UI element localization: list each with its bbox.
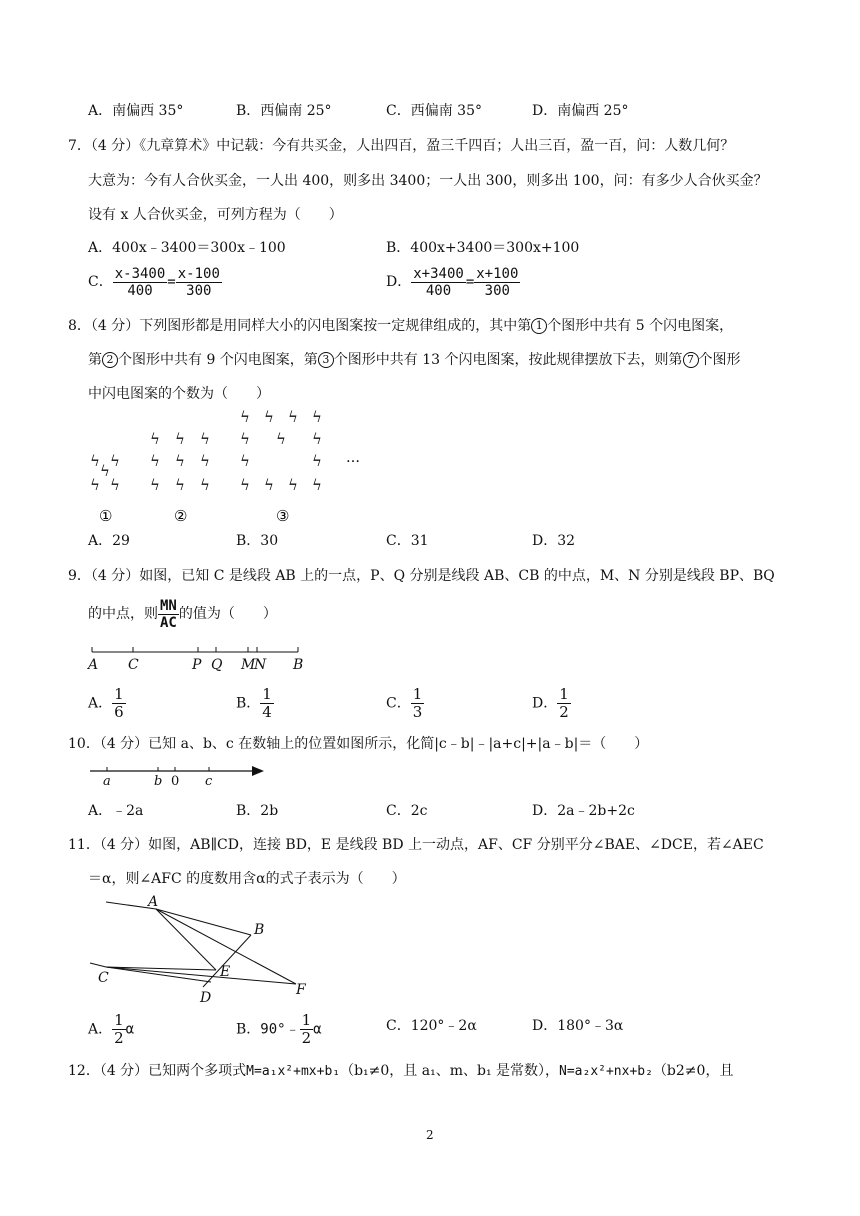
lightning-bolt-icon: ϟ	[288, 476, 298, 494]
lightning-bolt-icon: ϟ	[288, 408, 298, 426]
q8-option-d: D．32	[532, 533, 576, 549]
fraction: $\frac{x-3400}{400}$	[114, 266, 166, 300]
q7-option-a: A．400x﹣3400＝300x﹣100	[88, 240, 286, 256]
q8-stem-line2: 第 2 个图形中共有 9 个闪电图案，第 3 个图形中共有 13 个闪电图案，按此规律摆放下去，则第 7 个图形	[88, 352, 741, 368]
q11-stem-line2: ＝α，则∠AFC 的度数用含α的式子表示为（ ）	[88, 871, 406, 887]
q11-geometry-figure	[86, 892, 326, 1008]
q7-stem-line2: 大意为：今有人合伙买金，一人出 400，则多出 3400；一人出 300，则多出 100，问：有多少人合伙买金？	[88, 173, 768, 189]
lightning-bolt-icon: ϟ	[276, 430, 286, 448]
lightning-bolt-icon: ϟ	[312, 408, 322, 426]
fraction: $\frac{x+3400}{400}$	[413, 266, 464, 300]
lightning-bolt-icon: ϟ	[150, 452, 160, 470]
q6-option-a: A．南偏西 35°	[88, 103, 184, 119]
q12-stem: 12．（4 分）已知两个多项式M=a₁x²+mx+b₁（b₁≠0，且 a₁、m、b₁ 是常数），N=a₂x²+nx+b₂（b2≠0，且	[68, 1063, 734, 1079]
q11-option-a: A． $\frac{1}{2}$ α	[88, 1011, 135, 1048]
figure-label-3: ③	[276, 507, 290, 525]
lightning-bolt-icon: ϟ	[150, 476, 160, 494]
q8-lightning-figure	[80, 404, 380, 530]
lightning-bolt-icon: ϟ	[175, 452, 185, 470]
svg-text:0: 0	[171, 774, 180, 789]
q7-stem-line1: 7．（4 分）《九章算术》中记载：今有共买金，人出四百，盈三千四百；人出三百，盈一百，问：人数几何？	[68, 138, 735, 154]
svg-text:D: D	[200, 990, 212, 1006]
lightning-bolt-icon: ϟ	[240, 476, 250, 494]
lightning-bolt-icon: ϟ	[312, 430, 322, 448]
lightning-bolt-icon: ϟ	[264, 476, 274, 494]
point-label: N	[254, 657, 267, 672]
page-number: 2	[426, 1128, 434, 1142]
fraction: $\frac{x-100}{300}$	[177, 266, 220, 300]
svg-text:E: E	[220, 964, 231, 980]
q11-stem-line1: 11．（4 分）如图，AB∥CD，连接 BD，E 是线段 BD 上一动点，AF、CF 分别平分∠BAE、∠DCE，若∠AEC	[68, 837, 764, 853]
point-label: C	[128, 657, 139, 672]
q10-option-a: A．﹣2a	[88, 803, 144, 819]
fraction: $\frac{x+100}{300}$	[476, 266, 519, 300]
lightning-bolt-icon: ϟ	[110, 452, 120, 470]
q9-option-a: A． $\frac{1}{6}$	[88, 685, 124, 722]
figure-label-1: ①	[99, 507, 113, 525]
q6-option-b: B．西偏南 25°	[236, 103, 332, 119]
svg-text:a: a	[103, 774, 111, 789]
lightning-bolt-icon: ϟ	[240, 408, 250, 426]
q9-segment-figure	[86, 642, 316, 672]
svg-text:c: c	[205, 774, 213, 789]
q7-stem-line3: 设有 x 人合伙买金，可列方程为（ ）	[88, 207, 343, 223]
ellipsis: …	[346, 450, 360, 466]
point-label: A	[88, 657, 99, 672]
point-label: Q	[211, 657, 223, 672]
q7-option-d: D． $\frac{x+3400}{400}$ = $\frac{x+100}{300}$	[386, 266, 519, 300]
svg-text:C: C	[98, 970, 109, 986]
lightning-bolt-icon: ϟ	[200, 430, 210, 448]
q10-option-d: D．2a﹣2b+2c	[532, 803, 635, 819]
q11-option-d: D．180°﹣3α	[532, 1018, 624, 1034]
q10-number-line	[86, 760, 276, 790]
q6-option-d: D．南偏西 25°	[532, 103, 629, 119]
point-label: B	[293, 657, 304, 672]
q8-option-c: C．31	[386, 533, 429, 549]
q9-stem-line1: 9．（4 分）如图，已知 C 是线段 AB 上的一点，P、Q 分别是线段 AB、CB 的中点，M、N 分别是线段 BP、BQ	[68, 568, 775, 584]
point-label: P	[192, 657, 202, 672]
q6-option-c: C．西偏南 35°	[386, 103, 482, 119]
arrow-right-icon	[252, 766, 264, 776]
lightning-bolt-icon: ϟ	[312, 476, 322, 494]
lightning-bolt-icon: ϟ	[100, 462, 110, 480]
q10-stem: 10．（4 分）已知 a、b、c 在数轴上的位置如图所示，化简|c﹣b|﹣|a+c|+|a﹣b|＝（ ）	[68, 736, 649, 752]
q10-option-c: C．2c	[386, 803, 428, 819]
q8-option-a: A．29	[88, 533, 130, 549]
q9-option-b: B． $\frac{1}{4}$	[236, 685, 272, 722]
q9-option-d: D． $\frac{1}{2}$	[532, 685, 569, 722]
q8-stem-line3: 中闪电图案的个数为（ ）	[88, 386, 270, 402]
svg-text:b: b	[154, 774, 163, 789]
svg-text:F: F	[296, 982, 306, 998]
lightning-bolt-icon: ϟ	[200, 476, 210, 494]
lightning-bolt-icon: ϟ	[90, 452, 100, 470]
q8-option-b: B．30	[236, 533, 279, 549]
figure-label-2: ②	[174, 507, 188, 525]
q7-option-b: B．400x+3400＝300x+100	[386, 240, 580, 256]
lightning-bolt-icon: ϟ	[200, 452, 210, 470]
lightning-bolt-icon: ϟ	[240, 452, 250, 470]
lightning-bolt-icon: ϟ	[240, 430, 250, 448]
lightning-bolt-icon: ϟ	[264, 408, 274, 426]
q7-option-c: C． $\frac{x-3400}{400}$ = $\frac{x-100}{300}$	[88, 266, 220, 300]
lightning-bolt-icon: ϟ	[110, 476, 120, 494]
q9-option-c: C． $\frac{1}{3}$	[386, 685, 423, 722]
q8-stem-line1: 8．（4 分）下列图形都是用同样大小的闪电图案按一定规律组成的，其中第 1 个图形中共有 5 个闪电图案，	[68, 318, 734, 334]
q9-stem-line2: 的中点，则 $\frac{MN}{AC}$ 的值为（ ）	[88, 598, 277, 632]
svg-text:B: B	[254, 922, 265, 938]
lightning-bolt-icon: ϟ	[312, 452, 322, 470]
lightning-bolt-icon: ϟ	[175, 476, 185, 494]
lightning-bolt-icon: ϟ	[150, 430, 160, 448]
point-label: M	[241, 657, 256, 672]
q11-option-c: C．120°﹣2α	[386, 1018, 477, 1034]
q11-option-b: B．90°﹣ $\frac{1}{2}$ α	[236, 1011, 322, 1048]
svg-text:A: A	[148, 894, 159, 910]
lightning-bolt-icon: ϟ	[90, 476, 100, 494]
q10-option-b: B．2b	[236, 803, 279, 819]
lightning-bolt-icon: ϟ	[175, 430, 185, 448]
